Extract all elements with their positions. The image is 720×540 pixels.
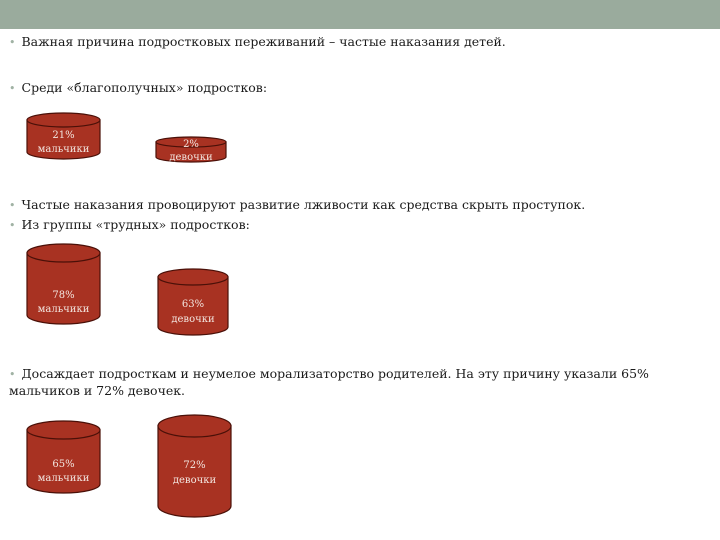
bullet-well-off-teens — [9, 80, 267, 97]
cylinder-label: девочки — [169, 152, 213, 163]
bullet-punishment-reason — [9, 34, 506, 51]
cylinder-moralizing-boys — [26, 420, 101, 494]
cylinder-label: мальчики — [37, 304, 90, 315]
cylinder-well-off-boys — [26, 112, 101, 160]
bullet-marker: • — [9, 219, 16, 232]
cylinder-percent: 72% — [183, 460, 206, 471]
cylinder-troubled-girls — [157, 268, 229, 336]
bullet-text: Из группы «трудных» подростков: — [21, 217, 250, 232]
cylinder-percent: 65% — [52, 459, 75, 470]
cylinder-percent: 21% — [52, 130, 75, 141]
cylinder-percent: 78% — [52, 290, 75, 301]
cylinder-label: девочки — [172, 475, 217, 486]
cylinder-moralizing-girls — [157, 414, 232, 518]
cylinder-well-off-girls — [155, 136, 227, 163]
bullet-text: Среди «благополучных» подростков: — [21, 80, 268, 95]
cylinder-percent: 2% — [183, 139, 199, 150]
bullet-text: Важная причина подростковых переживаний – частые наказания детей. — [21, 34, 506, 49]
bullet-troubled-teens — [9, 217, 250, 234]
bullet-text: Досаждает подросткам и неумелое морализаторство родителей. На эту причину указали 65% мальчиков и 72% девочек. — [9, 366, 649, 398]
slide-header-bar — [0, 0, 720, 29]
bullet-moralizing — [9, 366, 699, 399]
bullet-text: Частые наказания провоцируют развитие лживости как средства скрыть проступок. — [21, 197, 586, 212]
bullet-marker: • — [9, 368, 16, 381]
cylinder-label: мальчики — [37, 144, 90, 155]
cylinder-label: девочки — [171, 314, 215, 325]
cylinder-troubled-boys — [26, 243, 101, 325]
cylinder-label: мальчики — [37, 473, 90, 484]
bullet-marker: • — [9, 36, 16, 49]
cylinder-percent: 63% — [181, 299, 205, 310]
bullet-marker: • — [9, 199, 16, 212]
bullet-lying-consequence — [9, 197, 585, 214]
bullet-marker: • — [9, 82, 16, 95]
